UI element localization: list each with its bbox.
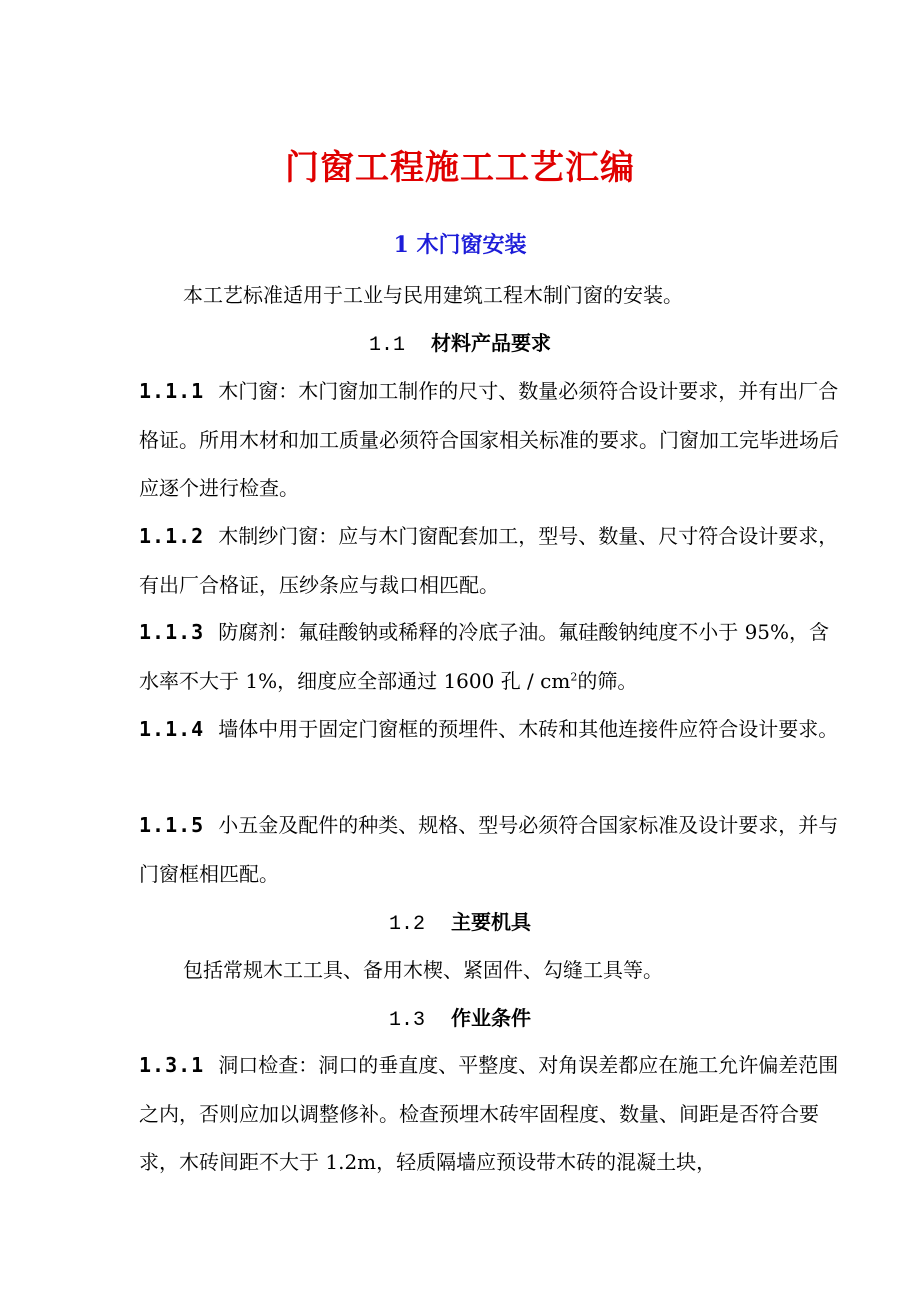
paragraph-1-2: 包括常规木工工具、备用木楔、紧固件、勾缝工具等。	[183, 958, 663, 982]
subsection-title: 主要机具	[451, 910, 531, 934]
subsection-number: 1.3	[388, 1009, 425, 1032]
subsection-title: 材料产品要求	[431, 331, 551, 355]
item-text: 墙体中用于固定门窗框的预埋件、木砖和其他连接件应符合设计要求。	[218, 717, 839, 741]
item-number: 1.1.1	[139, 379, 205, 403]
subsection-heading-1-3	[0, 1001, 920, 1038]
paragraph-1-3-1	[139, 1041, 849, 1187]
paragraph-1-1-2	[139, 512, 849, 609]
paragraph-1-1-5	[139, 801, 849, 898]
subsection-heading-1-2	[0, 905, 920, 942]
superscript: 2	[570, 669, 578, 683]
item-number: 1.1.2	[139, 524, 205, 548]
item-text: 木门窗：木门窗加工制作的尺寸、数量必须符合设计要求，并有出厂合格证。所用木材和加工质量必须符合国家相关标准的要求。门窗加工完毕进场后应逐个进行检查。	[139, 379, 839, 500]
item-text: 防腐剂：氟硅酸钠或稀释的冷底子油。氟硅酸钠纯度不小于 95%，含水率不大于 1%，细度应全部通过 1600 孔 / cm	[139, 620, 830, 693]
item-number: 1.1.5	[139, 813, 205, 837]
item-text: 小五金及配件的种类、规格、型号必须符合国家标准及设计要求，并与门窗框相匹配。	[139, 813, 839, 886]
section-title: 1 木门窗安装	[393, 232, 527, 258]
subsection-heading-1-1	[0, 326, 920, 363]
item-text-end: 的筛。	[577, 668, 638, 693]
item-text: 木制纱门窗：应与木门窗配套加工，型号、数量、尺寸符合设计要求，有出厂合格证，压纱条应与裁口相匹配。	[139, 524, 839, 597]
subsection-number: 1.2	[388, 913, 425, 936]
item-number: 1.1.4	[139, 717, 205, 741]
paragraph-1-1-4	[139, 705, 849, 754]
item-text: 洞口检查：洞口的垂直度、平整度、对角误差都应在施工允许偏差范围之内，否则应加以调整修补。检查预埋木砖牢固程度、数量、间距是否符合要求，木砖间距不大于 1.2m，轻质隔墙应预设带木砖的混凝土块，	[139, 1053, 839, 1174]
paragraph-1-1-3	[139, 608, 849, 705]
item-number: 1.3.1	[139, 1053, 205, 1077]
document-title: 门窗工程施工工艺汇编	[285, 148, 635, 188]
item-number: 1.1.3	[139, 620, 205, 644]
intro-paragraph: 本工艺标准适用于工业与民用建筑工程木制门窗的安装。	[183, 283, 683, 307]
subsection-number: 1.1	[368, 334, 405, 357]
paragraph-1-1-1	[139, 367, 849, 513]
subsection-title: 作业条件	[451, 1006, 531, 1030]
